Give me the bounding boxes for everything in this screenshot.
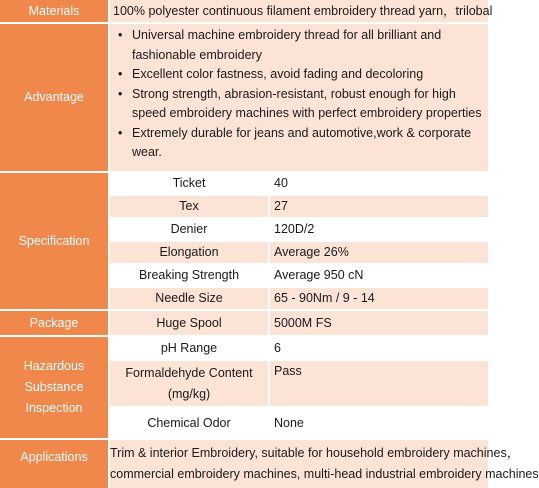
- spec-key: Ticket: [110, 173, 268, 194]
- hazard-key: Chemical Odor: [110, 408, 268, 438]
- specification-label: Specification: [0, 173, 108, 309]
- advantage-item-text: Strong strength, abrasion-resistant, robust enough for high speed embroidery machines with perfect embroidery properties: [132, 86, 482, 120]
- bullet-icon: •: [118, 125, 123, 140]
- bullet-icon: •: [118, 28, 123, 42]
- hazardous-label-line: Hazardous: [23, 359, 85, 373]
- advantage-list-box: [110, 24, 488, 171]
- advantage-item: [110, 124, 482, 163]
- advantage-item: [110, 26, 482, 65]
- bullet-icon: •: [118, 67, 123, 81]
- hazard-key-line: Formaldehyde Content: [125, 365, 253, 380]
- hazardous-label-line: Inspection: [25, 401, 83, 415]
- hazard-key-line: (mg/kg): [167, 386, 211, 401]
- hazardous-label: [0, 337, 108, 438]
- spec-key: Tex: [110, 196, 268, 217]
- spec-key: Denier: [110, 219, 268, 240]
- materials-value: 100% polyester continuous filament embroidery thread yarn，trilobal: [110, 0, 488, 22]
- spec-value: 65 - 90Nm / 9 - 14: [270, 288, 488, 309]
- hazard-value: Pass: [270, 361, 488, 406]
- spec-value: 40: [270, 173, 488, 194]
- hazard-value: None: [270, 408, 488, 438]
- applications-line: commercial embroidery machines, multi-head industrial embroidery machines: [110, 467, 539, 481]
- hazard-value: 6: [270, 337, 488, 359]
- advantage-item-text: Extremely durable for jeans and automotive,work & corporate wear.: [132, 125, 472, 159]
- bullet-icon: •: [118, 86, 123, 101]
- package-label: Package: [0, 311, 108, 335]
- applications-value: [110, 440, 539, 488]
- spec-key: Elongation: [110, 242, 268, 263]
- advantage-label: Advantage: [0, 24, 108, 171]
- advantage-list: [110, 26, 482, 163]
- hazard-key: [110, 361, 268, 406]
- advantage-item-text: Excellent color fastness, avoid fading and decoloring: [132, 67, 424, 81]
- spec-key: Needle Size: [110, 288, 268, 309]
- advantage-item-text: Universal machine embroidery thread for all brilliant and fashionable embroidery: [132, 28, 442, 62]
- spec-value: Average 26%: [270, 242, 488, 263]
- materials-label: Materials: [0, 0, 108, 22]
- spec-key: Breaking Strength: [110, 265, 268, 286]
- package-key: Huge Spool: [110, 311, 268, 335]
- applications-line: Trim & interior Embroidery, suitable for household embroidery machines，: [110, 446, 520, 460]
- spec-value: 27: [270, 196, 488, 217]
- advantage-item: [110, 65, 482, 85]
- hazard-key: pH Range: [110, 337, 268, 359]
- spec-value: 120D/2: [270, 219, 488, 240]
- applications-label: Applications: [0, 440, 108, 488]
- package-value: 5000M FS: [270, 311, 488, 335]
- hazardous-label-line: Substance: [24, 380, 84, 394]
- advantage-item: [110, 85, 482, 124]
- spec-value: Average 950 cN: [270, 265, 488, 286]
